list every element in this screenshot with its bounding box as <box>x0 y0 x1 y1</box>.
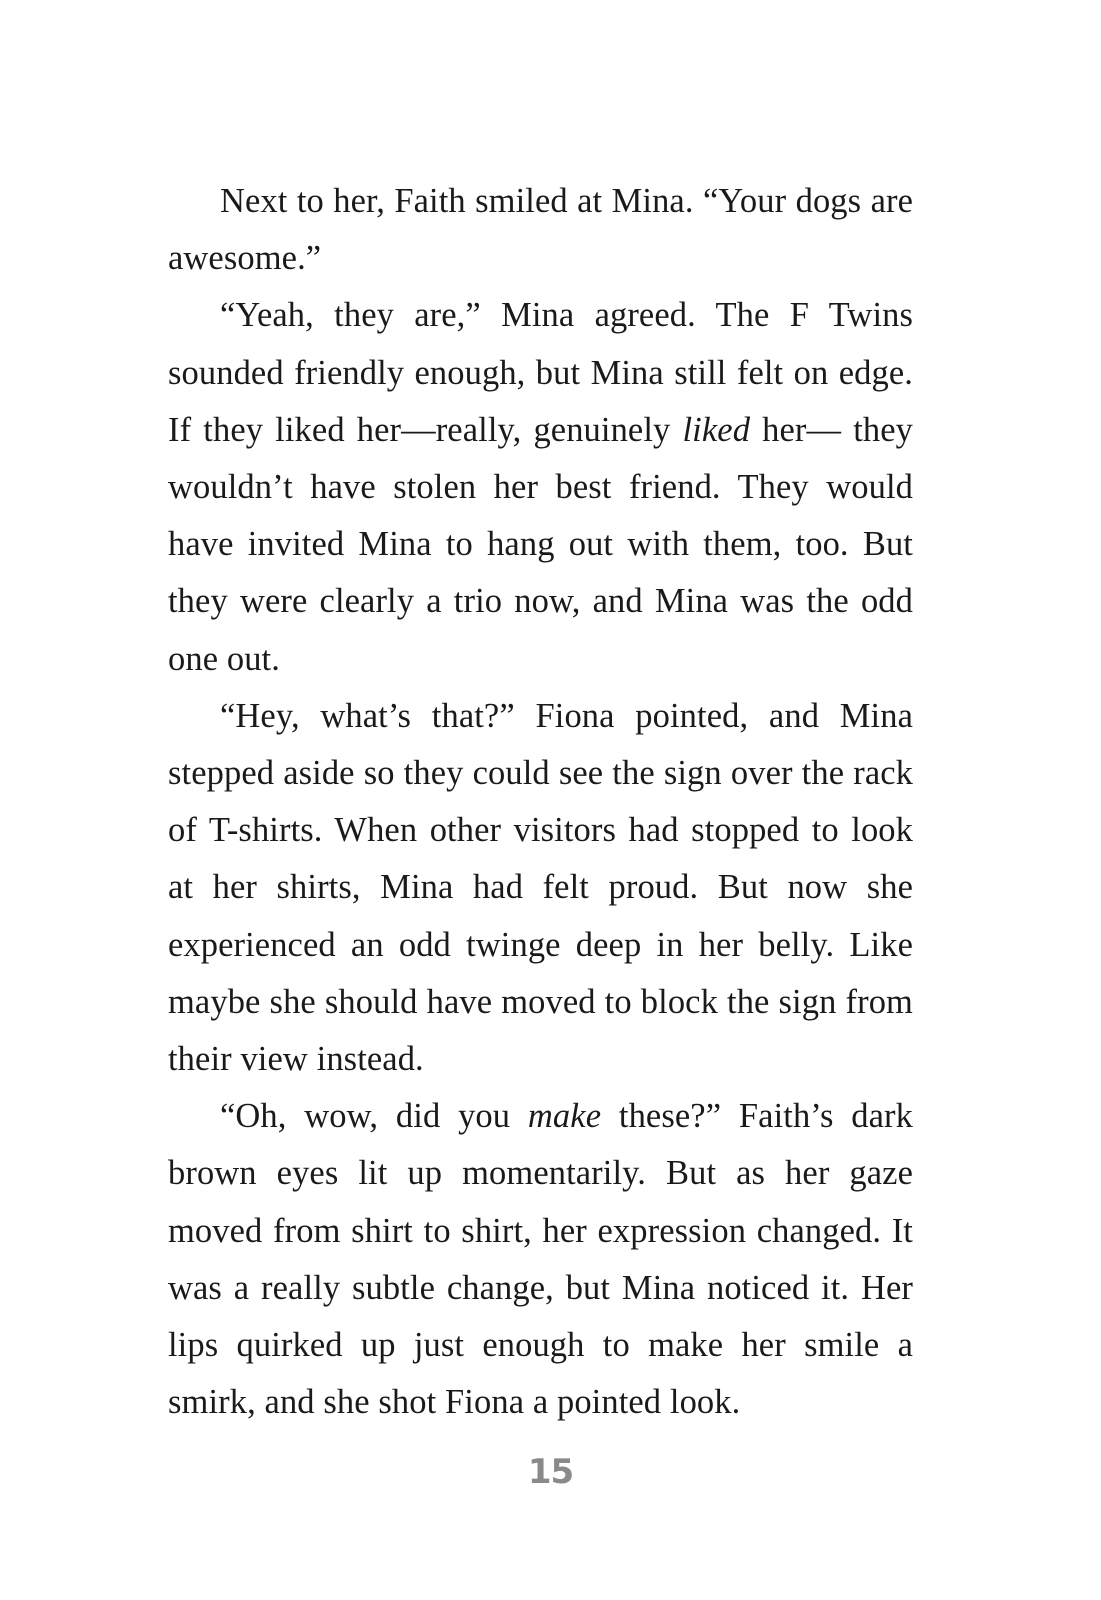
paragraph-text: “Yeah, they are,” Mina agreed. The F Twins sounded friendly enough, but Mina still felt on edge. If they liked her—really, genuinely <box>168 296 913 449</box>
paragraph-text: “Oh, wow, did you <box>220 1097 528 1136</box>
emphasis-text: liked <box>682 410 751 449</box>
paragraph-3 <box>168 688 913 1088</box>
paragraph-2 <box>168 287 913 687</box>
paragraph-text: her— they wouldn’t have stolen her best friend. They would have invited Mina to hang out with them, too. But they were clearly a trio now, and Mina was the odd one out. <box>168 410 914 678</box>
page-number: 15 <box>527 1452 574 1492</box>
emphasis-text: make <box>527 1097 602 1136</box>
page-body <box>168 173 913 1431</box>
paragraph-text: Next to her, Faith smiled at Mina. “Your dogs are awesome.” <box>168 182 913 278</box>
paragraph-text: these?” Faith’s dark brown eyes lit up momentarily. But as her gaze moved from shirt to shirt, her expression changed. It was a really subtle change, but Mina noticed it. Her lips quirked up just enough to make her smile a smirk, and she shot Fiona a pointed look. <box>168 1097 913 1422</box>
paragraph-4 <box>168 1088 913 1431</box>
paragraph-1 <box>168 173 913 287</box>
paragraph-text: “Hey, what’s that?” Fiona pointed, and Mina stepped aside so they could see the sign over the rack of T-shirts. When other visitors had stopped to look at her shirts, Mina had felt proud. But now she experienced an odd twinge deep in her belly. Like maybe she should have moved to block the sign from their view instead. <box>168 696 913 1079</box>
